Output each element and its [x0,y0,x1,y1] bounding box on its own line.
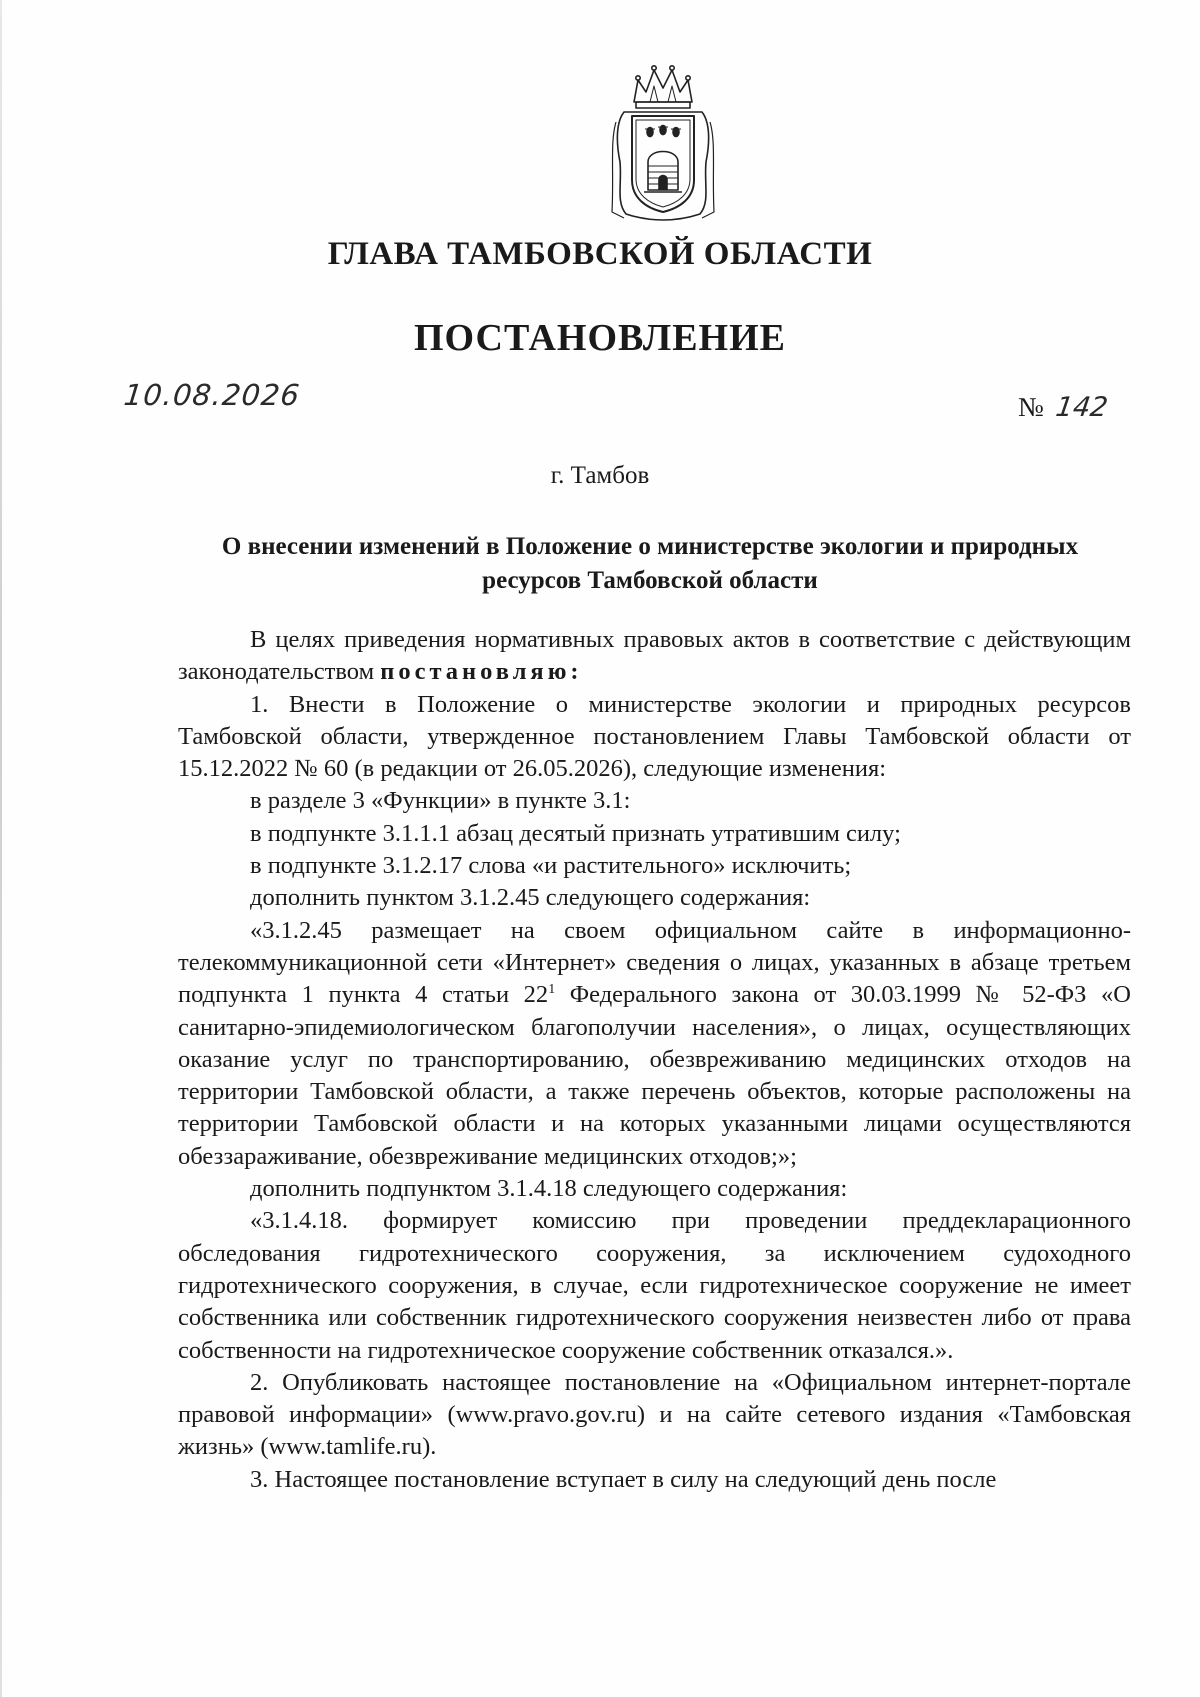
document-date: 10.08.2026 [122,378,302,412]
paragraph-9: 2. Опубликовать настоящее постановление на «Официальном интернет-портале правовой информации» (www.pravo.gov.ru) и на сайте сетевого издания «Тамбовская жизнь» (www.tamlife.ru). [178,1368,1131,1461]
coat-of-arms-icon [610,62,716,222]
paragraph-6-part-b: Федерального закона от 30.03.1999 № 52-ФЗ «О санитарно-эпидемиологическом благополучии населения», о лицах, осуществляющих оказание услуг по транспортированию, обезвреживанию медицинских отходов на территории Тамбовской области, а также перечень объектов, которые расположены на территории Тамбовской области и на которых указанными лицами осуществляются обеззараживание, обезвреживание медицинских отходов;»; [178,981,1131,1170]
document-title: О внесении изменений в Положение о министерстве экологии и природных ресурсов Тамбовской области [221,533,1079,594]
paragraph-6-part-a: «3.1.2.45 размещает на своем официальном сайте в информационно-телекоммуникационной сети «Интернет» сведения о лицах, указанных в абзаце третьем подпункта 1 пункта 4 статьи 22 [178,916,1131,1009]
document-body [178,624,1131,1496]
paragraph-10: 3. Настоящее постановление вступает в силу на следующий день после [250,1465,997,1493]
superscript: 1 [548,982,556,998]
paragraph-3: в подпункте 3.1.1.1 абзац десятый признать утратившим силу; [250,819,901,847]
paragraph-4: в подпункте 3.1.2.17 слова «и растительного» исключить; [250,852,852,880]
document-type: ПОСТАНОВЛЕНИЕ [413,317,787,359]
paragraph-1: 1. Внести в Положение о министерстве экологии и природных ресурсов Тамбовской области, утвержденное постановлением Главы Тамбовской области от 15.12.2022 № 60 (в редакции от 26.05.2026), следующие изменения: [178,690,1131,783]
preamble [178,624,1131,689]
issuing-authority: ГЛАВА ТАМБОВСКОЙ ОБЛАСТИ [327,236,873,272]
paragraph-8: «3.1.4.18. формирует комиссию при проведении преддекларационного обследования гидротехнического сооружения, за исключением судоходного гидротехнического сооружения, в случае, если гидротехническое сооружение не имеет собственника или собственник гидротехнического сооружения неизвестен либо от права собственности на гидротехническое сооружение собственник отказался.». [178,1207,1131,1364]
number-label: № [1018,392,1044,422]
paragraph-5: дополнить пунктом 3.1.2.45 следующего содержания: [250,884,811,912]
document-number [1018,392,1108,423]
preamble-text: В целях приведения нормативных правовых актов в соответствие с действующим законодательством [178,626,1131,686]
preamble-verb: постановляю: [380,658,583,686]
paragraph-2: в разделе 3 «Функции» в пункте 3.1: [250,787,631,815]
paragraph-6 [178,915,1131,1173]
number-value: 142 [1054,392,1110,423]
city: г. Тамбов [550,462,650,489]
paragraph-7: дополнить подпунктом 3.1.4.18 следующего содержания: [250,1175,848,1203]
